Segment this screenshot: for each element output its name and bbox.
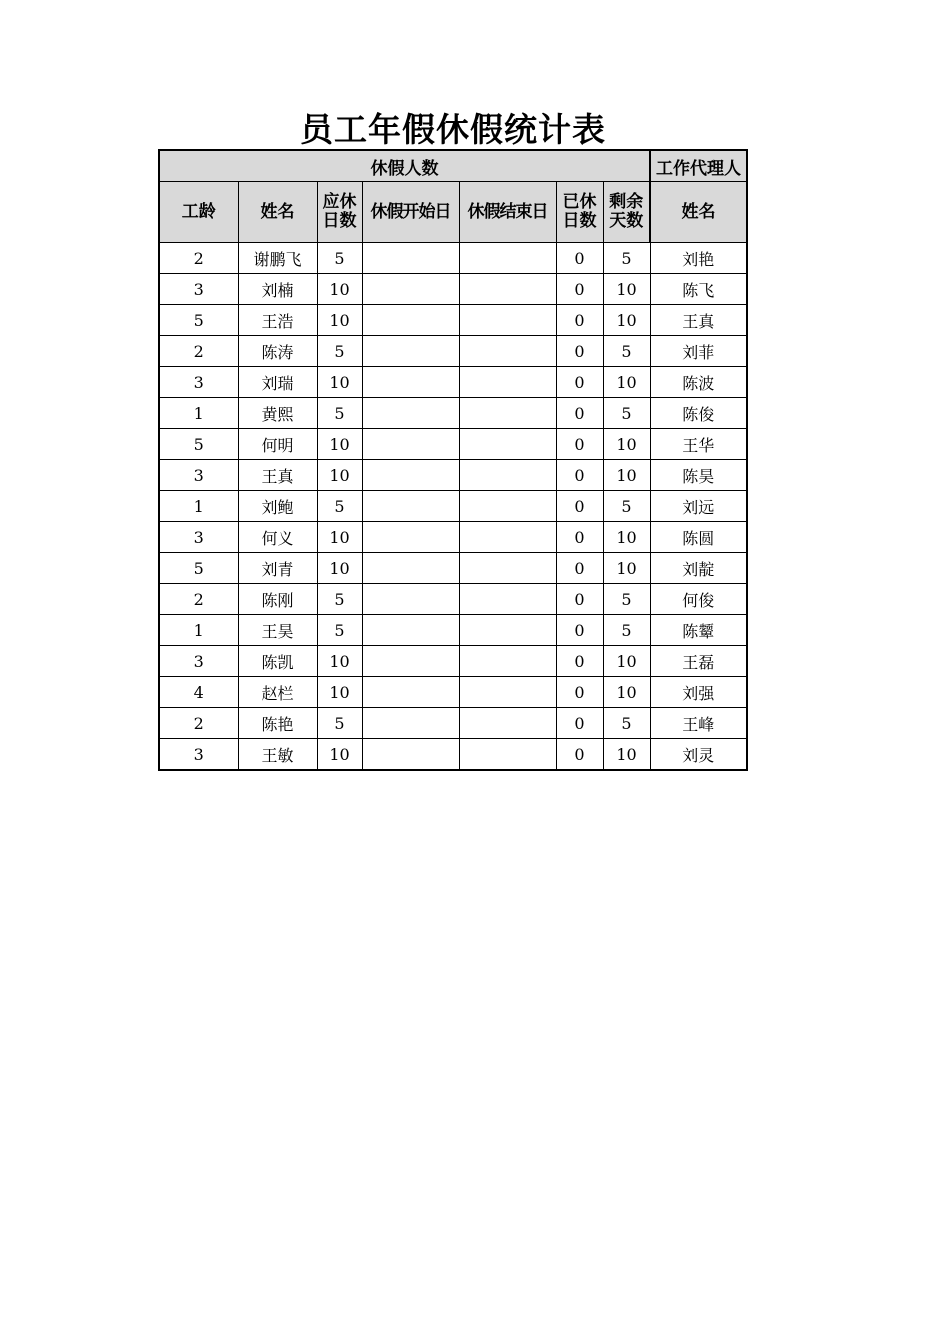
cell-seniority: 3 [159, 646, 238, 677]
cell-remaining-days: 10 [603, 522, 650, 553]
cell-agent-name: 陈圆 [650, 522, 747, 553]
cell-end-date[interactable] [459, 336, 556, 367]
cell-seniority: 5 [159, 305, 238, 336]
cell-remaining-days: 5 [603, 243, 650, 274]
cell-start-date[interactable] [362, 584, 459, 615]
cell-start-date[interactable] [362, 708, 459, 739]
cell-end-date[interactable] [459, 398, 556, 429]
cell-end-date[interactable] [459, 522, 556, 553]
cell-taken-days: 0 [556, 274, 603, 305]
cell-taken-days: 0 [556, 553, 603, 584]
cell-entitled-days: 10 [317, 522, 362, 553]
table-row [159, 491, 747, 522]
table-row [159, 398, 747, 429]
cell-start-date[interactable] [362, 491, 459, 522]
cell-remaining-days: 10 [603, 274, 650, 305]
col-header-remaining-line1: 剩余 [609, 192, 644, 212]
cell-taken-days: 0 [556, 367, 603, 398]
cell-taken-days: 0 [556, 739, 603, 771]
cell-seniority: 3 [159, 522, 238, 553]
cell-name: 黄熙 [238, 398, 317, 429]
cell-taken-days: 0 [556, 460, 603, 491]
table-row [159, 274, 747, 305]
cell-entitled-days: 10 [317, 305, 362, 336]
col-header-taken-line2: 日数 [562, 211, 597, 231]
cell-entitled-days: 10 [317, 274, 362, 305]
table-row [159, 336, 747, 367]
cell-taken-days: 0 [556, 677, 603, 708]
table-row [159, 708, 747, 739]
cell-start-date[interactable] [362, 615, 459, 646]
header-column-row [159, 182, 747, 243]
cell-agent-name: 刘靛 [650, 553, 747, 584]
leave-table [158, 149, 748, 771]
col-header-agent-name: 姓名 [650, 182, 747, 243]
cell-taken-days: 0 [556, 491, 603, 522]
cell-seniority: 5 [159, 553, 238, 584]
cell-taken-days: 0 [556, 615, 603, 646]
cell-start-date[interactable] [362, 305, 459, 336]
cell-end-date[interactable] [459, 305, 556, 336]
col-header-remaining-line2: 天数 [609, 211, 644, 231]
cell-name: 刘瑞 [238, 367, 317, 398]
cell-start-date[interactable] [362, 274, 459, 305]
table-row [159, 522, 747, 553]
cell-seniority: 1 [159, 398, 238, 429]
cell-name: 王敏 [238, 739, 317, 771]
cell-name: 王昊 [238, 615, 317, 646]
col-header-start-date: 休假开始日 [362, 182, 459, 243]
cell-remaining-days: 5 [603, 336, 650, 367]
page-title: 员工年假休假统计表 [300, 110, 606, 149]
cell-end-date[interactable] [459, 708, 556, 739]
cell-taken-days: 0 [556, 305, 603, 336]
cell-agent-name: 王峰 [650, 708, 747, 739]
cell-name: 王浩 [238, 305, 317, 336]
cell-taken-days: 0 [556, 336, 603, 367]
cell-seniority: 3 [159, 460, 238, 491]
cell-seniority: 1 [159, 491, 238, 522]
cell-start-date[interactable] [362, 522, 459, 553]
cell-agent-name: 王磊 [650, 646, 747, 677]
cell-name: 刘青 [238, 553, 317, 584]
cell-remaining-days: 5 [603, 584, 650, 615]
cell-entitled-days: 10 [317, 739, 362, 771]
header-group-row [159, 150, 747, 182]
table-row [159, 429, 747, 460]
cell-end-date[interactable] [459, 243, 556, 274]
col-header-name: 姓名 [238, 182, 317, 243]
col-header-entitled-line1: 应休 [322, 192, 357, 212]
cell-remaining-days: 5 [603, 491, 650, 522]
cell-seniority: 2 [159, 584, 238, 615]
cell-agent-name: 王华 [650, 429, 747, 460]
cell-name: 陈刚 [238, 584, 317, 615]
cell-remaining-days: 5 [603, 708, 650, 739]
cell-name: 陈涛 [238, 336, 317, 367]
cell-start-date[interactable] [362, 646, 459, 677]
cell-agent-name: 陈飞 [650, 274, 747, 305]
cell-remaining-days: 5 [603, 615, 650, 646]
cell-name: 陈艳 [238, 708, 317, 739]
cell-end-date[interactable] [459, 491, 556, 522]
cell-remaining-days: 10 [603, 553, 650, 584]
cell-entitled-days: 10 [317, 429, 362, 460]
cell-agent-name: 刘远 [650, 491, 747, 522]
cell-start-date[interactable] [362, 367, 459, 398]
cell-end-date[interactable] [459, 460, 556, 491]
table-row [159, 305, 747, 336]
cell-name: 何义 [238, 522, 317, 553]
table-row [159, 243, 747, 274]
table-row [159, 615, 747, 646]
cell-entitled-days: 5 [317, 398, 362, 429]
col-header-entitled-days [317, 182, 362, 243]
cell-taken-days: 0 [556, 708, 603, 739]
cell-entitled-days: 10 [317, 677, 362, 708]
cell-seniority: 4 [159, 677, 238, 708]
cell-agent-name: 陈颦 [650, 615, 747, 646]
group-header-leave: 休假人数 [159, 150, 650, 182]
col-header-taken-days [556, 182, 603, 243]
cell-seniority: 2 [159, 708, 238, 739]
cell-agent-name: 刘艳 [650, 243, 747, 274]
cell-remaining-days: 10 [603, 739, 650, 771]
cell-remaining-days: 10 [603, 677, 650, 708]
cell-end-date[interactable] [459, 677, 556, 708]
cell-name: 刘楠 [238, 274, 317, 305]
group-header-agent: 工作代理人 [650, 150, 747, 182]
cell-agent-name: 王真 [650, 305, 747, 336]
cell-end-date[interactable] [459, 274, 556, 305]
cell-remaining-days: 10 [603, 646, 650, 677]
col-header-seniority: 工龄 [159, 182, 238, 243]
cell-agent-name: 陈俊 [650, 398, 747, 429]
cell-start-date[interactable] [362, 677, 459, 708]
cell-taken-days: 0 [556, 522, 603, 553]
cell-name: 王真 [238, 460, 317, 491]
cell-end-date[interactable] [459, 646, 556, 677]
cell-seniority: 2 [159, 243, 238, 274]
cell-agent-name: 刘菲 [650, 336, 747, 367]
cell-entitled-days: 10 [317, 553, 362, 584]
cell-end-date[interactable] [459, 615, 556, 646]
cell-entitled-days: 5 [317, 336, 362, 367]
cell-entitled-days: 10 [317, 460, 362, 491]
cell-end-date[interactable] [459, 739, 556, 771]
cell-seniority: 1 [159, 615, 238, 646]
cell-agent-name: 何俊 [650, 584, 747, 615]
cell-remaining-days: 10 [603, 367, 650, 398]
table-row [159, 553, 747, 584]
cell-entitled-days: 5 [317, 615, 362, 646]
cell-entitled-days: 5 [317, 243, 362, 274]
cell-seniority: 2 [159, 336, 238, 367]
cell-entitled-days: 5 [317, 708, 362, 739]
cell-start-date[interactable] [362, 460, 459, 491]
cell-agent-name: 刘灵 [650, 739, 747, 771]
cell-start-date[interactable] [362, 553, 459, 584]
cell-start-date[interactable] [362, 739, 459, 771]
cell-taken-days: 0 [556, 398, 603, 429]
cell-end-date[interactable] [459, 584, 556, 615]
cell-remaining-days: 10 [603, 429, 650, 460]
cell-name: 刘鲍 [238, 491, 317, 522]
cell-name: 陈凯 [238, 646, 317, 677]
table-row [159, 646, 747, 677]
cell-end-date[interactable] [459, 429, 556, 460]
cell-taken-days: 0 [556, 646, 603, 677]
cell-entitled-days: 10 [317, 367, 362, 398]
cell-remaining-days: 10 [603, 460, 650, 491]
cell-entitled-days: 10 [317, 646, 362, 677]
col-header-remaining-days [603, 182, 650, 243]
cell-remaining-days: 5 [603, 398, 650, 429]
table-body [159, 243, 747, 771]
cell-end-date[interactable] [459, 553, 556, 584]
col-header-end-date: 休假结束日 [459, 182, 556, 243]
cell-agent-name: 陈昊 [650, 460, 747, 491]
cell-entitled-days: 5 [317, 491, 362, 522]
cell-seniority: 3 [159, 367, 238, 398]
cell-name: 赵栏 [238, 677, 317, 708]
cell-start-date[interactable] [362, 429, 459, 460]
cell-start-date[interactable] [362, 336, 459, 367]
cell-name: 何明 [238, 429, 317, 460]
cell-agent-name: 陈波 [650, 367, 747, 398]
cell-seniority: 3 [159, 739, 238, 771]
cell-entitled-days: 5 [317, 584, 362, 615]
cell-remaining-days: 10 [603, 305, 650, 336]
cell-agent-name: 刘强 [650, 677, 747, 708]
col-header-taken-line1: 已休 [562, 192, 597, 212]
table-row [159, 460, 747, 491]
table-row [159, 367, 747, 398]
cell-start-date[interactable] [362, 243, 459, 274]
cell-seniority: 3 [159, 274, 238, 305]
cell-taken-days: 0 [556, 584, 603, 615]
col-header-entitled-line2: 日数 [322, 211, 357, 231]
table-row [159, 677, 747, 708]
cell-name: 谢鹏飞 [238, 243, 317, 274]
cell-seniority: 5 [159, 429, 238, 460]
cell-taken-days: 0 [556, 429, 603, 460]
cell-end-date[interactable] [459, 367, 556, 398]
table-row [159, 584, 747, 615]
table-row [159, 739, 747, 771]
cell-start-date[interactable] [362, 398, 459, 429]
cell-taken-days: 0 [556, 243, 603, 274]
